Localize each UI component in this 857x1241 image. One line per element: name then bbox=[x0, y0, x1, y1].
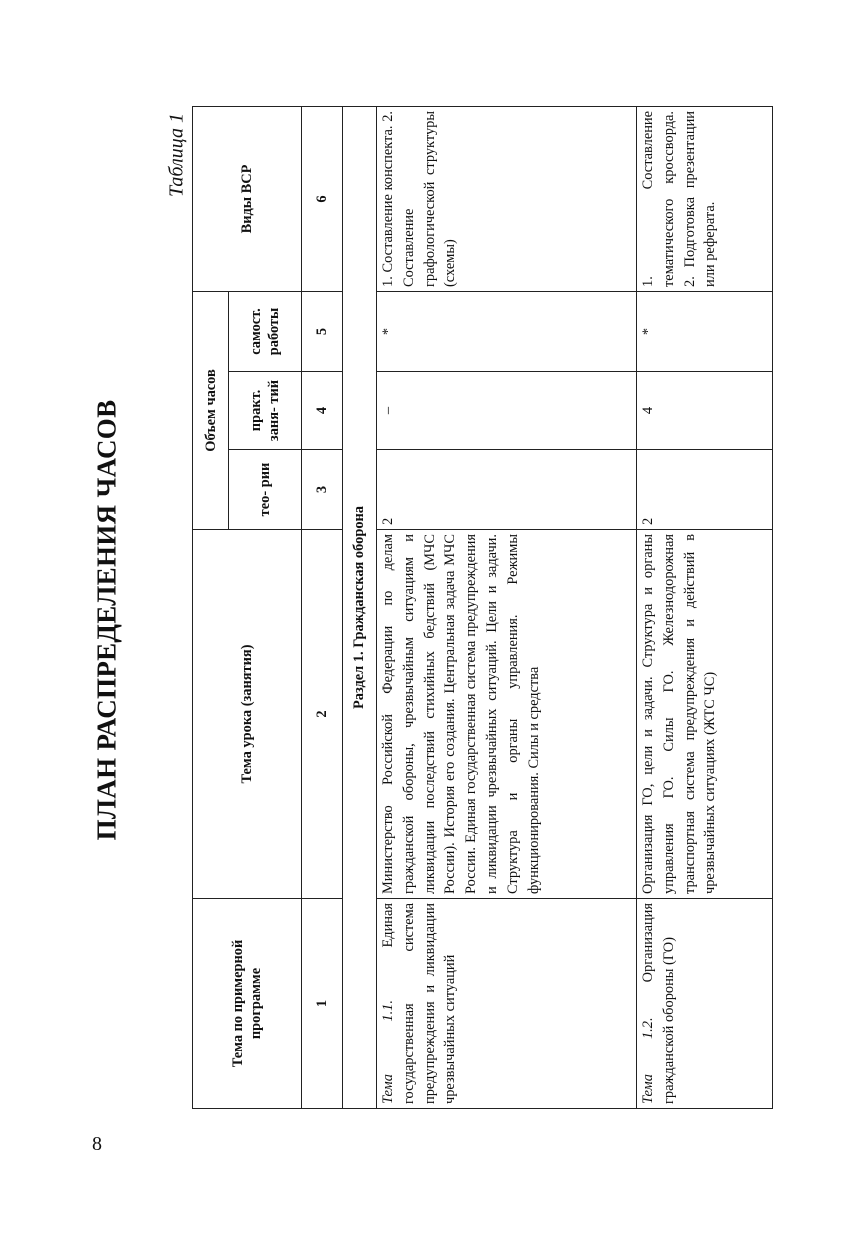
table-row bbox=[377, 106, 637, 1108]
self-cell: * bbox=[637, 291, 773, 371]
hours-table bbox=[192, 106, 773, 1109]
practice-cell: 4 bbox=[637, 372, 773, 450]
header-self: самост. работы bbox=[229, 291, 302, 371]
vsr-cell: 1. Составление конспекта. 2. Составление графологической структуры (схемы) bbox=[377, 106, 637, 291]
col-number: 1 bbox=[302, 899, 343, 1109]
table-container bbox=[192, 107, 772, 1109]
header-lesson: Тема урока (занятия) bbox=[193, 530, 302, 899]
self-cell: * bbox=[377, 291, 637, 371]
section-heading: Раздел 1. Гражданская оборона bbox=[343, 106, 377, 1108]
topic-text: Единая государственная система предупреждения и ликвидации чрезвычайных ситуаций bbox=[380, 903, 459, 1104]
page-title: ПЛАН РАСПРЕДЕЛЕНИЯ ЧАСОВ bbox=[91, 399, 122, 841]
lesson-cell: Министерство Российской Федерации по делам гражданской обороны, чрезвычайным ситуациям и ликвидации последствий стихийных бедствий (МЧС России). История его создания. Центральная задача МЧС России. Единая государственная система предупреждения и ликвидации чрезвычайных ситуаций. Цели и задачи. Структура и органы управления. Режимы функционирования. Силы и средства bbox=[377, 530, 637, 899]
topic-cell bbox=[637, 899, 773, 1109]
col-number: 2 bbox=[302, 530, 343, 899]
table-caption: Таблица 1 bbox=[165, 113, 188, 197]
header-hours-group: Объем часов bbox=[193, 291, 229, 529]
col-number: 5 bbox=[302, 291, 343, 371]
topic-text: Организация гражданской обороны (ГО) bbox=[640, 903, 677, 1104]
table-row bbox=[637, 106, 773, 1108]
theory-cell: 2 bbox=[377, 450, 637, 530]
topic-label: Тема 1.2. bbox=[640, 1017, 656, 1104]
topic-cell bbox=[377, 899, 637, 1109]
theory-cell: 2 bbox=[637, 450, 773, 530]
header-practice: практ. заня- тий bbox=[229, 372, 302, 450]
page-number: 8 bbox=[92, 1133, 102, 1155]
header-topic: Тема по примерной программе bbox=[193, 899, 302, 1109]
col-number: 4 bbox=[302, 372, 343, 450]
col-number: 3 bbox=[302, 450, 343, 530]
vsr-cell: 1. Составление тематического кроссворда. 2. Подготовка презентации или реферата. bbox=[637, 106, 773, 291]
topic-label: Тема 1.1. bbox=[380, 1000, 396, 1104]
col-number: 6 bbox=[302, 106, 343, 291]
lesson-cell: Организация ГО, цели и задачи. Структура и органы управления ГО. Силы ГО. Железнодорожная транспортная система предупреждения и действий в чрезвычайных ситуациях (ЖТС ЧС) bbox=[637, 530, 773, 899]
header-vsr: Виды ВСР bbox=[193, 106, 302, 291]
header-theory: тео- рии bbox=[229, 450, 302, 530]
practice-cell: – bbox=[377, 372, 637, 450]
